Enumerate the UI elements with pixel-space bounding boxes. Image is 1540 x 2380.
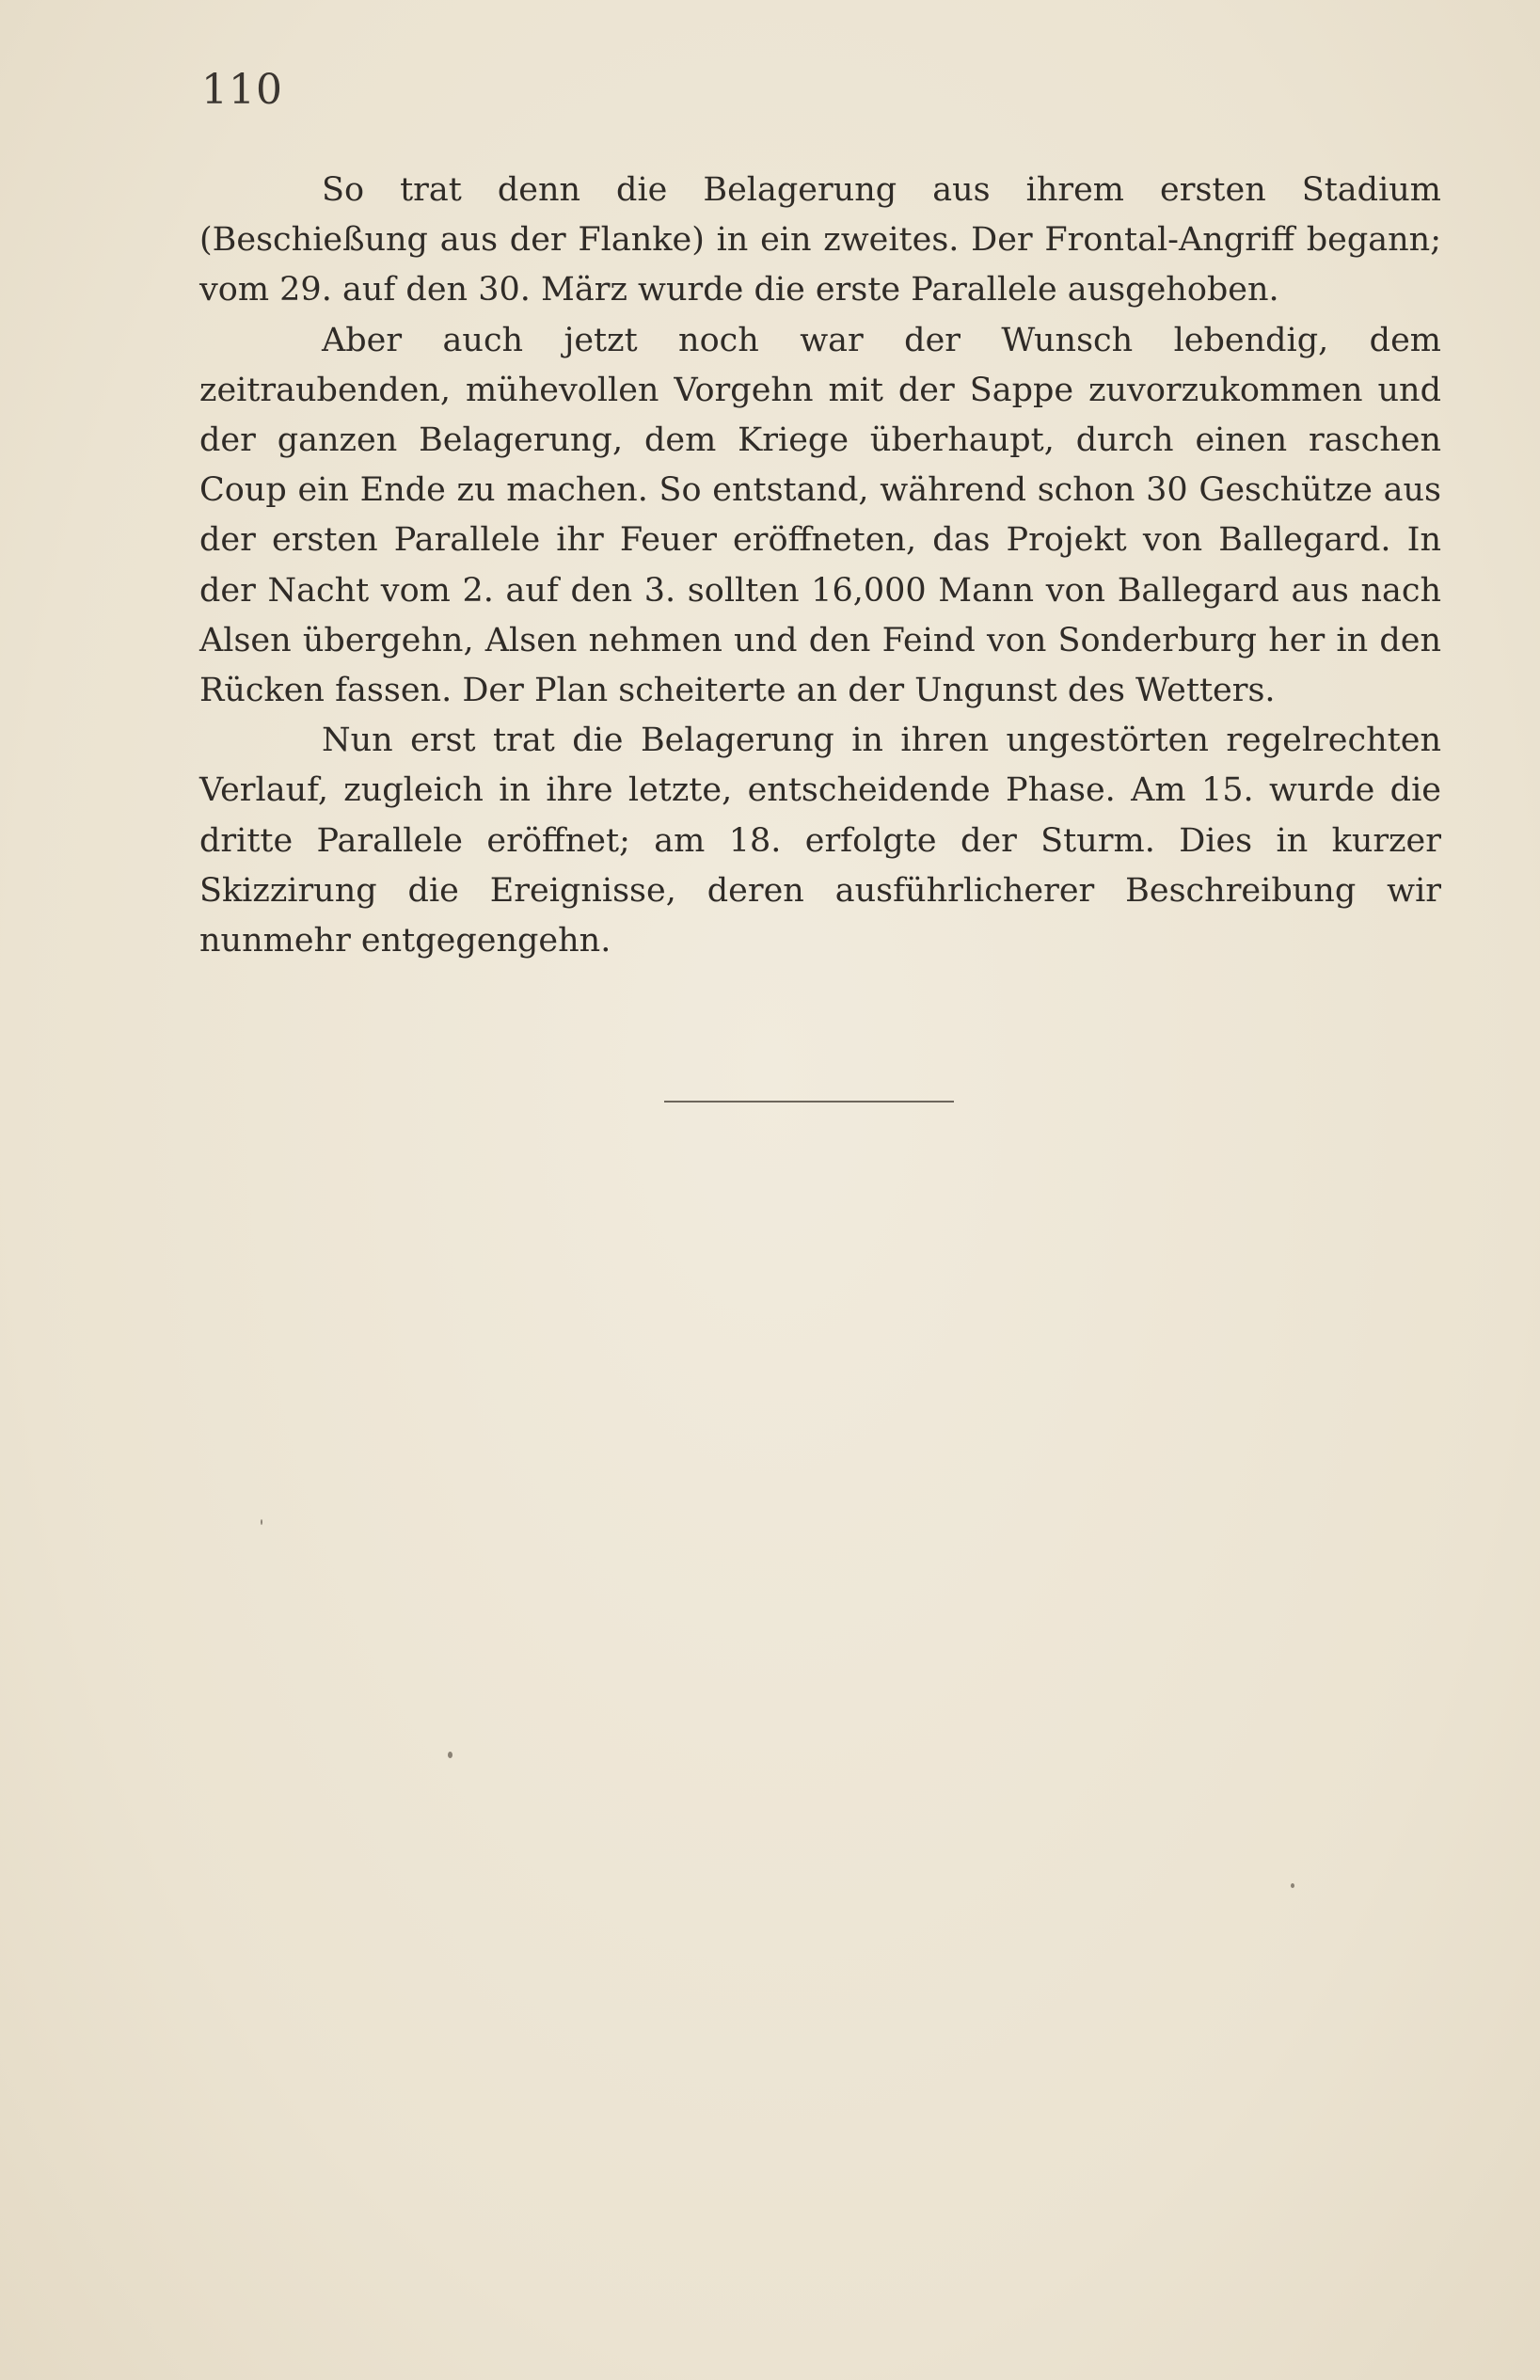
paragraph-3: Nun erst trat die Belagerung in ihren ungestörten regelrechten Verlauf, zugleich in ihre letzte, entscheidende Phase. Am 15. wurde die dritte Parallele eröffnet; am 18. erfolgte der Sturm. Dies in kurzer Skizzirung die Ereignisse, deren ausführlicherer Beschreibung wir nunmehr entgegengehn.: [199, 722, 1441, 960]
paper-speck: [1291, 1883, 1294, 1888]
paragraph-1: So trat denn die Belagerung aus ihrem ersten Stadium (Beschießung aus der Flanke) in ein zweites. Der Frontal-Angriff begann; vom 29. auf den 30. März wurde die erste Parallele ausgehoben.: [199, 171, 1441, 309]
paragraph-2: Aber auch jetzt noch war der Wunsch lebendig, dem zeitraubenden, mühevollen Vorgehn mit der Sappe zuvorzukommen und der ganzen Belagerung, dem Kriege überhaupt, durch einen raschen Coup ein Ende zu machen. So entstand, während schon 30 Geschütze aus der ersten Parallele ihr Feuer eröffneten, das Projekt von Ballegard. In der Nacht vom 2. auf den 3. sollten 16,000 Mann von Ballegard aus nach Alsen übergehn, Alsen nehmen und den Feind von Sonderburg her in den Rücken fassen. Der Plan scheiterte an der Ungunst des Wetters.: [199, 321, 1441, 710]
paper-speck: [261, 1519, 262, 1525]
body-text: [199, 166, 1441, 966]
paper-speck: [448, 1752, 452, 1758]
section-divider: [664, 1101, 954, 1103]
page-number: 110: [201, 66, 283, 114]
